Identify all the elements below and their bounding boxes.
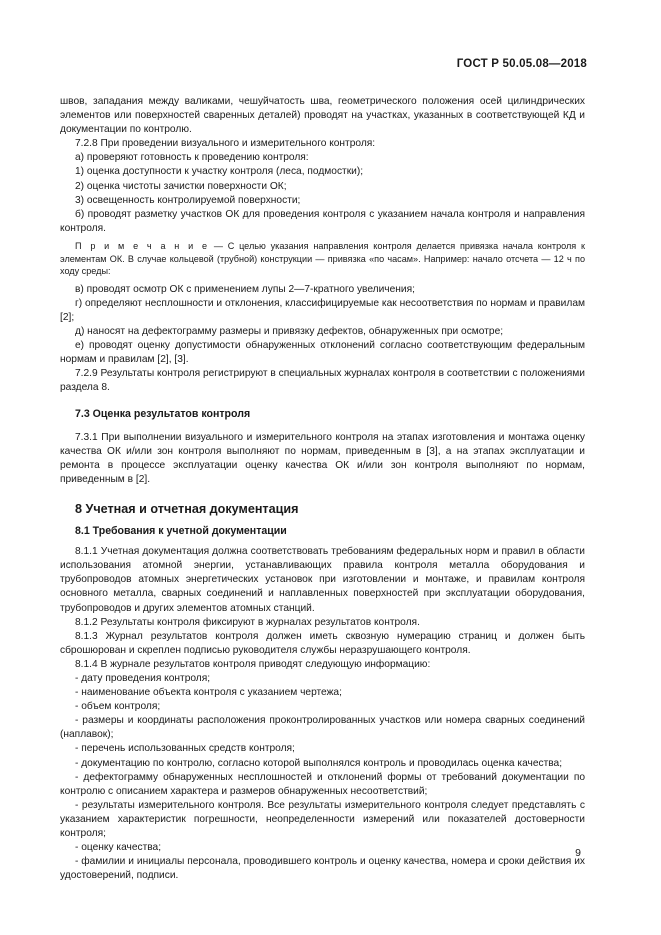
section-heading-8-1: 8.1 Требования к учетной документации [75,525,287,538]
list-item: - фамилии и инициалы персонала, проводившего контроль и оценку качества, номера и сроки действия их удостоверений, подписи. [60,856,585,882]
paragraph-8-1-4: 8.1.4 В журнале результатов контроля приводят следующую информацию: [75,658,431,670]
list-item: е) проводят оценку допустимости обнаруженных отклонений согласно соответствующим федеральным нормам и правилам [2], [3]. [60,340,585,366]
paragraph-8-1-1: 8.1.1 Учетная документация должна соответствовать требованиям федеральных норм и правил в области использования атомной энергии, устанавливающих правила контроля металла оборудования и трубопроводов атомных энергетических установок при изготовлении и монтаже, и правилам контроля основного металла, сварных соединений и наплавленных поверхностей при эксплуатации оборудования, трубопроводов и других элементов атомных станций. [60,546,585,614]
paragraph-continuation: швов, западания между валиками, чешуйчатость шва, геометрического положения осей цилиндрических элементов или поверхностей сваренных деталей) проводят на участках, указанных в соответствующей КД и документации по контролю. [60,96,585,136]
list-item: - размеры и координаты расположения проконтролированных участков или номера сварных соединений (наплавок); [60,715,585,741]
list-item: 1) оценка доступности к участку контроля (леса, подмостки); [75,166,364,178]
page-number: 9 [575,847,581,859]
list-item: г) определяют несплошности и отклонения, классифицируемые как несоответствия по нормам и правилам [2]; [60,297,585,323]
list-item: 3) освещенность контролируемой поверхности; [75,194,301,206]
list-item: - результаты измерительного контроля. Все результаты измерительного контроля следует представлять с указанием характеристик погрешности, неопределенности измерений или показателей достоверности контроля; [60,799,585,839]
list-item: д) наносят на дефектограмму размеры и привязку дефектов, обнаруженных при осмотре; [75,326,504,337]
note-label: П р и м е ч а н и е [75,240,210,251]
section-heading-7-3: 7.3 Оценка результатов контроля [75,408,251,421]
document-code: ГОСТ Р 50.05.08—2018 [456,58,587,70]
paragraph-7-2-8: 7.2.8 При проведении визуального и измерительного контроля: [75,138,376,150]
page-content [60,95,585,883]
list-item: - перечень использованных средств контроля; [75,743,295,755]
list-item: - наименование объекта контроля с указанием чертежа; [75,687,342,699]
list-item: - оценку качества; [75,842,162,854]
list-item: б) проводят разметку участков ОК для проведения контроля с указанием начала контроля и направления контроля. [60,208,585,234]
note-text: — С целью указания направления контроля делается привязка начала контроля к элементам ОК. В случае кольцевой (трубной) конструкции — привязка «по часам». Например: начало отсчета — 12 ч по ходу среды: [60,240,585,277]
paragraph-8-1-2: 8.1.2 Результаты контроля фиксируют в журналах результатов контроля. [75,616,420,628]
note [60,240,585,278]
paragraph-8-1-3: 8.1.3 Журнал результатов контроля должен иметь сквозную нумерацию страниц и должен быть сброшюрован и скреплен подписью руководителя службы неразрушающего контроля. [60,630,585,656]
list-item: 2) оценка чистоты зачистки поверхности ОК; [75,180,287,192]
list-item: в) проводят осмотр ОК с применением лупы 2—7-кратного увеличения; [75,283,415,295]
list-item: - дефектограмму обнаруженных несплошностей и отклонений формы от требований документации по контролю с описанием характера и размеров обнаруженных несоответствий; [60,771,585,797]
paragraph-7-3-1: 7.3.1 При выполнении визуального и измерительного контроля на этапах изготовления и монтажа оценку качества ОК и/или зон контроля выполняют по нормам, приведенным в [3], а на этапах эксплуатации и ремонта в процессе эксплуатации оценку качества ОК и/или зон контроля выполняют по нормам, приведенным в [2]. [60,431,585,485]
paragraph-7-2-9: 7.2.9 Результаты контроля регистрируют в специальных журналах контроля в соответствии с положениями раздела 8. [60,368,585,394]
list-item: а) проверяют готовность к проведению контроля: [75,152,309,164]
section-heading-8: 8 Учетная и отчетная документация [75,501,299,516]
list-item: - документацию по контролю, согласно которой выполнялся контроль и проводилась оценка качества; [75,757,563,769]
list-item: - объем контроля; [75,701,161,713]
list-item: - дату проведения контроля; [75,672,211,684]
